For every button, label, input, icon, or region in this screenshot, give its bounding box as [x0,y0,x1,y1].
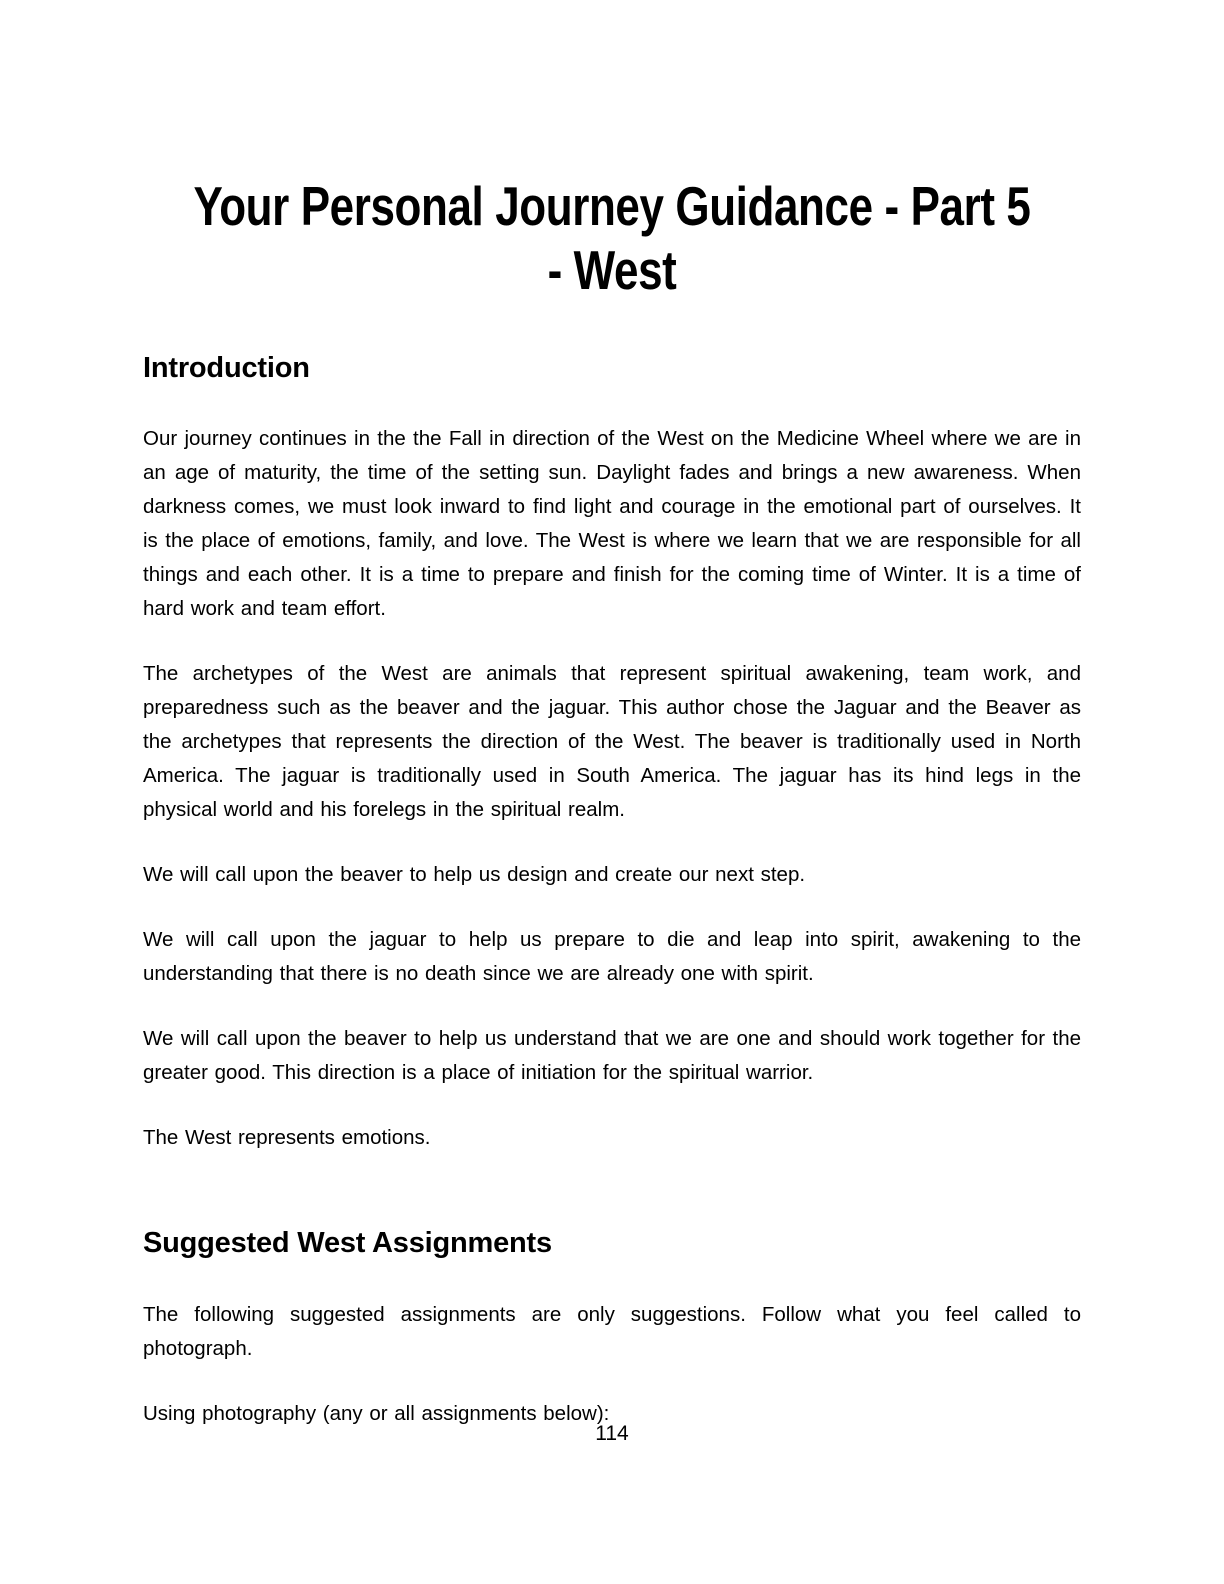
paragraph-intro-5: We will call upon the beaver to help us understand that we are one and should work together for the greater good. This direction is a place of initiation for the spiritual warrior. [143,1026,1081,1084]
paragraph-intro-3: We will call upon the beaver to help us design and create our next step. [143,862,806,886]
paragraph-assignments-1: The following suggested assignments are only suggestions. Follow what you feel called to photograph. [143,1302,1081,1360]
paragraph-intro-4: We will call upon the jaguar to help us prepare to die and leap into spirit, awakening to the understanding that there is no death since we are already one with spirit. [143,927,1081,985]
paragraph-assignments-2: Using photography (any or all assignments below): [143,1401,610,1425]
paragraph-intro-2: The archetypes of the West are animals that represent spiritual awakening, team work, and preparedness such as the beaver and the jaguar. This author chose the Jaguar and the Beaver as the archetypes that represents the direction of the West. The beaver is traditionally used in North America. The jaguar is traditionally used in South America. The jaguar has its hind legs in the physical world and his forelegs in the spiritual realm. [143,661,1081,821]
page-title-line-1: Your Personal Journey Guidance - Part 5 [193,174,1031,237]
page-title-line-2: - West [547,238,677,301]
paragraph-intro-6: The West represents emotions. [143,1125,431,1149]
section-heading-introduction: Introduction [143,351,310,384]
page-content [143,0,1081,1431]
paragraph-intro-1: Our journey continues in the the Fall in direction of the West on the Medicine Wheel where we are in an age of maturity, the time of the setting sun. Daylight fades and brings a new awareness. When darkness comes, we must look inward to find light and courage in the emotional part of ourselves. It is the place of emotions, family, and love. The West is where we learn that we are responsible for all things and each other. It is a time to prepare and finish for the coming time of Winter. It is a time of hard work and team effort. [143,426,1081,620]
page-number: 114 [595,1422,629,1445]
section-heading-suggested-west-assignments: Suggested West Assignments [143,1226,552,1259]
page-title [143,174,1081,302]
